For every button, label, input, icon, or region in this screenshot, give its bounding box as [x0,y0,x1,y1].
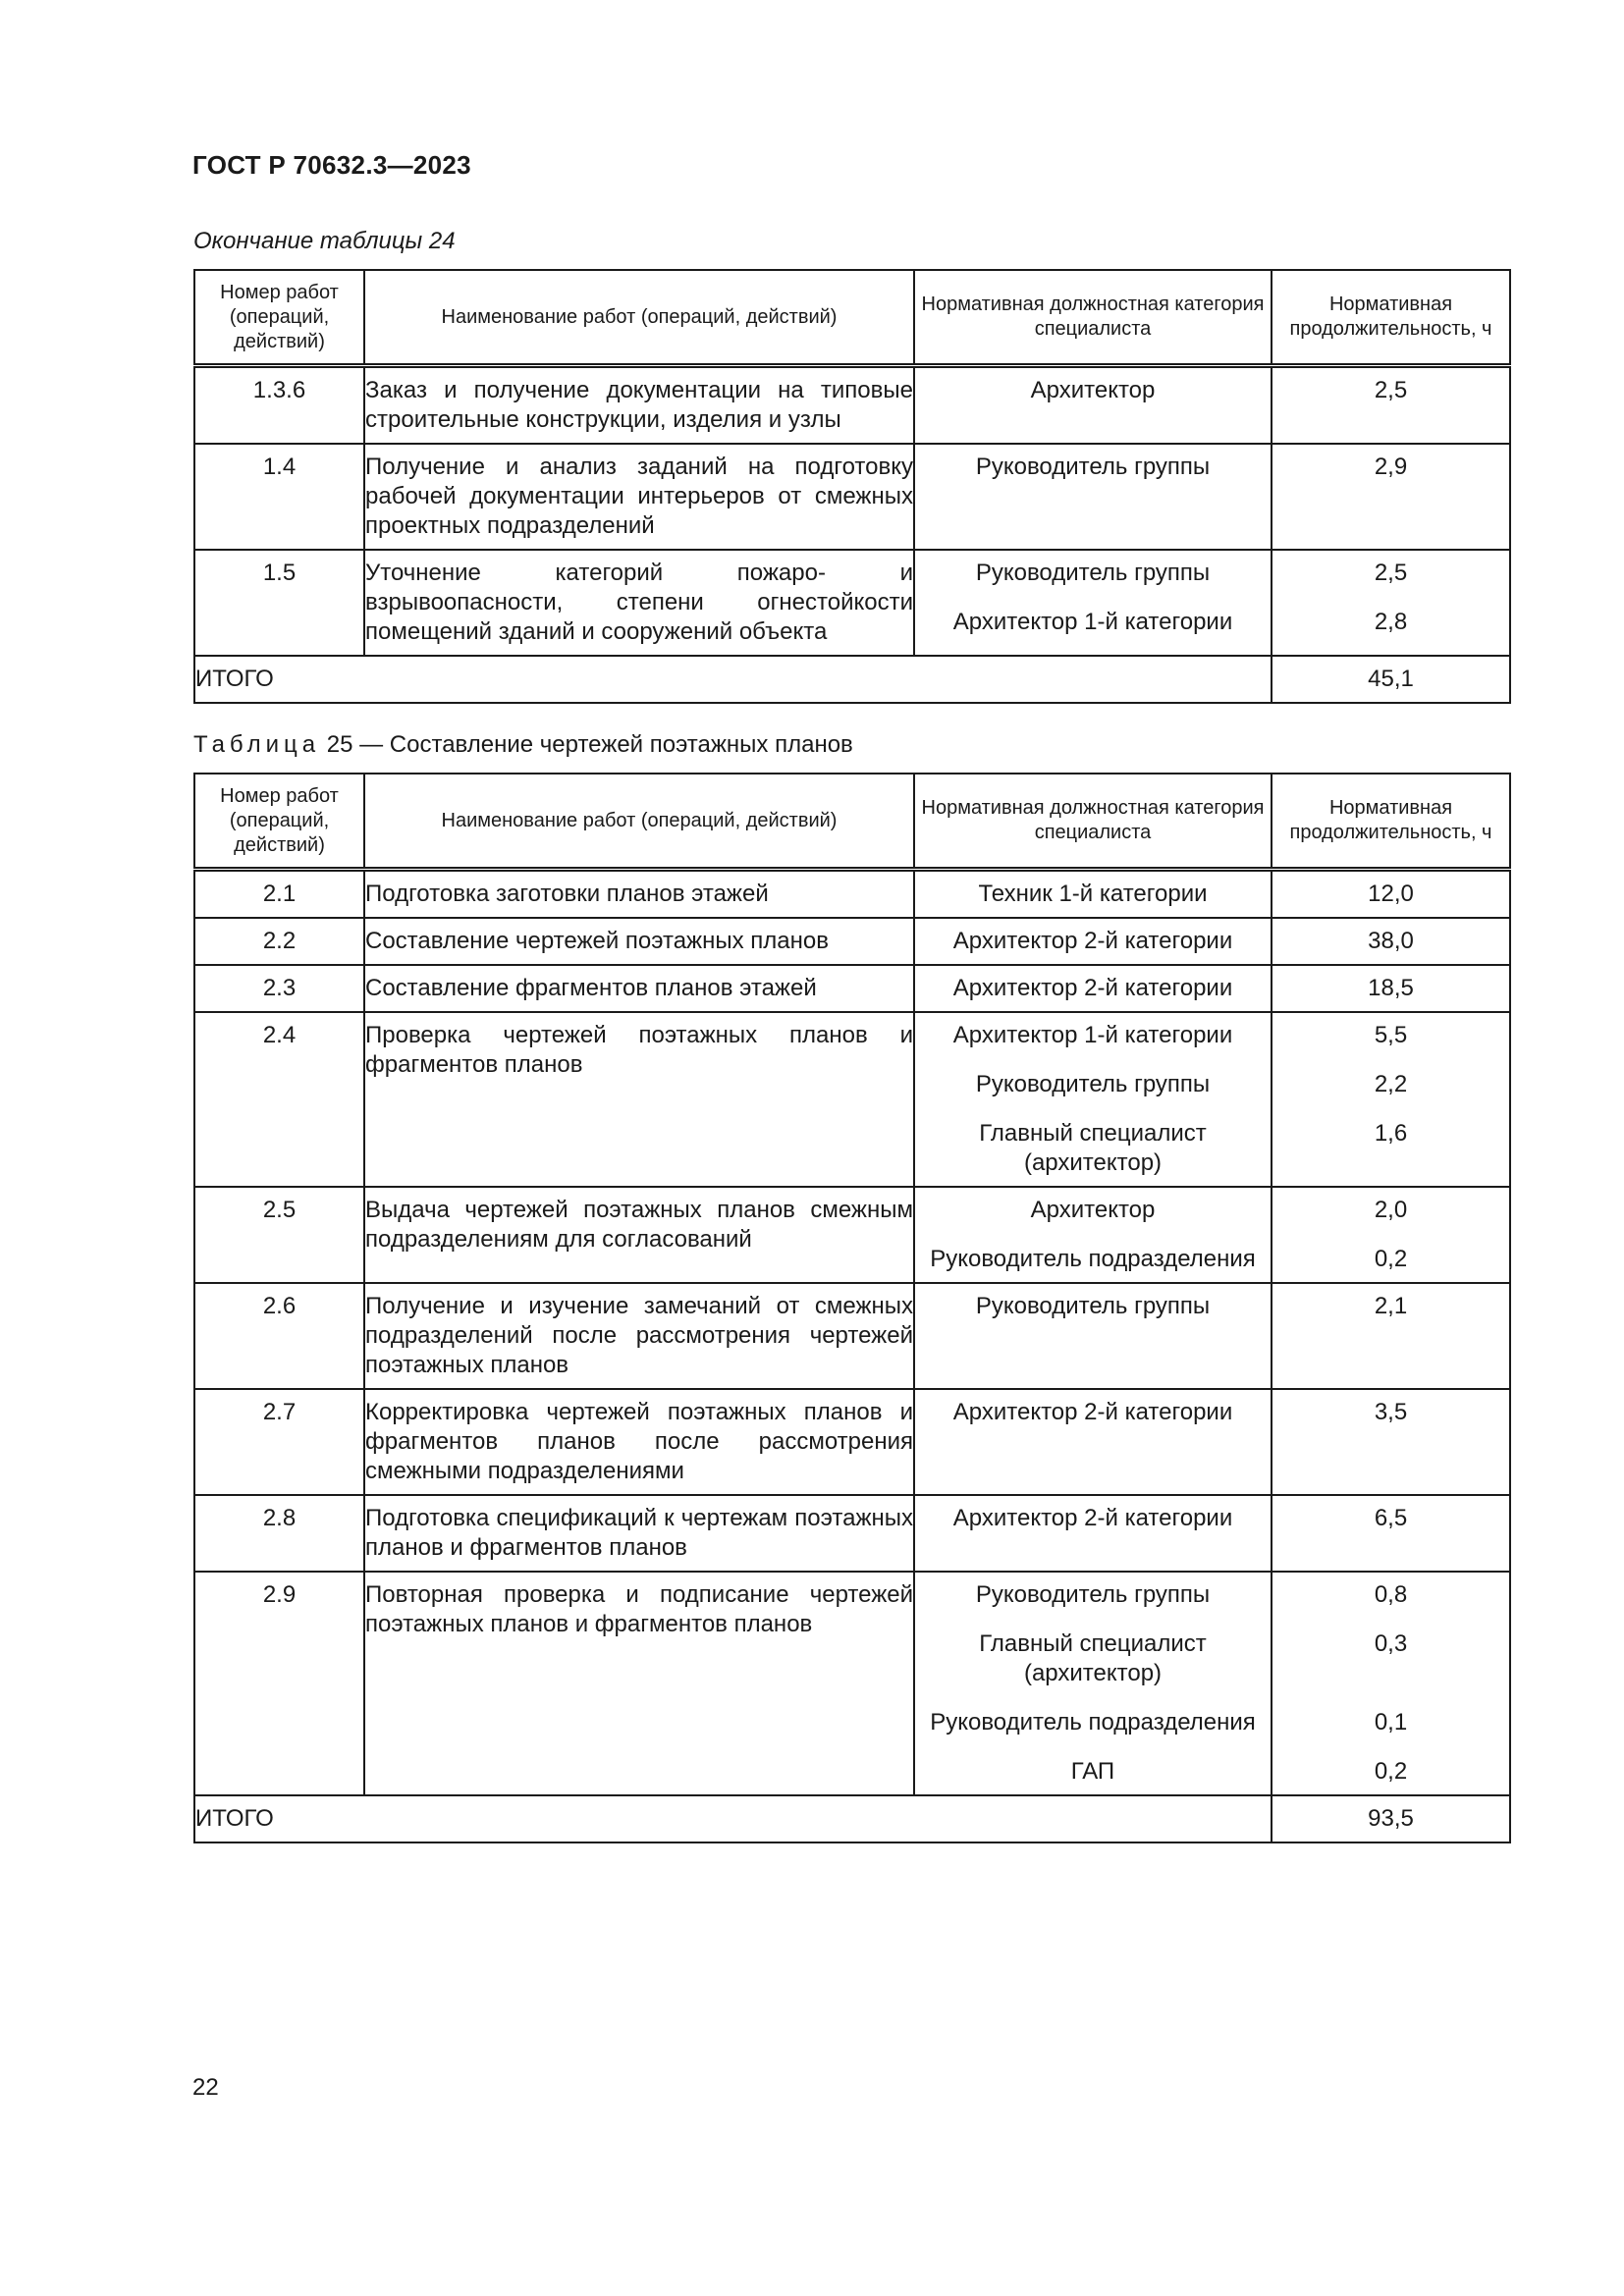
column-header-specialist: Нормативная должностная категория специалиста [914,774,1272,870]
duration-value: 3,5 [1374,1399,1408,1425]
total-label: ИТОГО [194,1795,1272,1842]
table-25-caption-text: 25 — Составление чертежей поэтажных планов [320,731,853,758]
specialist-category: ГАП [1070,1758,1115,1785]
row-number: 2.7 [194,1389,364,1495]
total-row [194,1795,1510,1842]
total-label: ИТОГО [194,656,1272,703]
table-row [194,444,1510,550]
duration-value: 2,5 [1374,377,1408,403]
row-number: 1.5 [194,550,364,656]
table-row [194,870,1510,919]
specialist-category: Руководитель подразделения [930,1246,1256,1272]
row-work-name: Выдача чертежей поэтажных планов смежным подразделениям для согласований [364,1187,914,1283]
specialist-category: Техник 1-й категории [978,881,1208,907]
row-work-name: Получение и изучение замечаний от смежных подразделений после рассмотрения чертежей поэтажных планов [364,1283,914,1389]
row-number: 2.4 [194,1012,364,1187]
row-duration-cell [1272,965,1510,1012]
column-header-duration: Нормативная продолжительность, ч [1272,774,1510,870]
row-number: 1.4 [194,444,364,550]
row-work-name: Корректировка чертежей поэтажных планов и фрагментов планов после рассмотрения смежными подразделениями [364,1389,914,1495]
row-specialist-cell [914,965,1272,1012]
row-work-name: Составление фрагментов планов этажей [364,965,914,1012]
table-header-row [194,774,1510,870]
duration-value: 5,5 [1374,1022,1408,1048]
row-work-name: Составление чертежей поэтажных планов [364,918,914,965]
page-number: 22 [192,2074,219,2101]
duration-value: 12,0 [1368,881,1414,907]
column-header-name: Наименование работ (операций, действий) [364,270,914,366]
row-specialist-cell [914,1389,1272,1495]
table-25-caption-prefix: Таблица [193,731,321,758]
column-header-number: Номер работ (операций, действий) [194,270,364,366]
duration-value: 2,8 [1374,609,1408,635]
duration-value: 0,1 [1374,1709,1408,1735]
table-row [194,366,1510,445]
column-header-number: Номер работ (операций, действий) [194,774,364,870]
specialist-category: Архитектор 2-й категории [952,1505,1233,1531]
table-24-caption: Окончание таблицы 24 [193,228,456,254]
row-duration-cell [1272,1187,1510,1283]
row-work-name: Уточнение категорий пожаро- и взрывоопасности, степени огнестойкости помещений зданий и сооружений объекта [364,550,914,656]
row-specialist-cell [914,1495,1272,1572]
specialist-category: Архитектор 2-й категории [952,1399,1233,1425]
row-duration-cell [1272,1389,1510,1495]
duration-value: 18,5 [1368,975,1414,1001]
table-row [194,1389,1510,1495]
column-header-specialist: Нормативная должностная категория специалиста [914,270,1272,366]
table-24 [193,269,1511,704]
table-row [194,1187,1510,1283]
duration-value: 0,3 [1374,1630,1408,1657]
row-specialist-cell [914,1012,1272,1187]
duration-value: 0,8 [1374,1581,1408,1608]
table-row [194,1283,1510,1389]
table-25 [193,773,1511,1843]
row-duration-cell [1272,1012,1510,1187]
row-number: 2.3 [194,965,364,1012]
row-work-name: Подготовка заготовки планов этажей [364,870,914,919]
row-number: 1.3.6 [194,366,364,445]
row-duration-cell [1272,1572,1510,1795]
row-specialist-cell [914,444,1272,550]
duration-value: 1,6 [1374,1120,1408,1147]
table-row [194,1495,1510,1572]
specialist-category: Руководитель группы [975,1581,1211,1608]
specialist-category: Руководитель группы [975,1071,1211,1097]
table-row [194,1572,1510,1795]
table-row [194,1012,1510,1187]
table-row [194,965,1510,1012]
table-body [194,366,1510,657]
row-specialist-cell [914,1572,1272,1795]
row-work-name: Подготовка спецификаций к чертежам поэтажных планов и фрагментов планов [364,1495,914,1572]
row-number: 2.2 [194,918,364,965]
duration-value: 2,2 [1374,1071,1408,1097]
row-work-name: Проверка чертежей поэтажных планов и фрагментов планов [364,1012,914,1187]
row-number: 2.5 [194,1187,364,1283]
specialist-category: Архитектор 1-й категории [952,609,1233,635]
duration-value: 6,5 [1374,1505,1408,1531]
specialist-category: Архитектор [1030,377,1156,403]
duration-value: 2,9 [1374,454,1408,480]
specialist-category: Архитектор 1-й категории [952,1022,1233,1048]
column-header-name: Наименование работ (операций, действий) [364,774,914,870]
duration-value: 2,0 [1374,1197,1408,1223]
row-duration-cell [1272,870,1510,919]
row-work-name: Заказ и получение документации на типовые строительные конструкции, изделия и узлы [364,366,914,445]
row-number: 2.8 [194,1495,364,1572]
specialist-category: Руководитель подразделения [930,1709,1256,1735]
specialist-category: Архитектор 2-й категории [952,975,1233,1001]
table-row [194,918,1510,965]
table-body [194,870,1510,1796]
document-title: ГОСТ Р 70632.3—2023 [192,150,471,180]
row-duration-cell [1272,918,1510,965]
row-specialist-cell [914,1187,1272,1283]
column-header-duration: Нормативная продолжительность, ч [1272,270,1510,366]
table-row [194,550,1510,656]
table-header-row [194,270,1510,366]
table-25-caption [193,731,853,759]
row-duration-cell [1272,1283,1510,1389]
specialist-category: Главный специалист (архитектор) [979,1120,1207,1176]
row-duration-cell [1272,1495,1510,1572]
duration-value: 0,2 [1374,1758,1408,1785]
specialist-category: Главный специалист (архитектор) [979,1630,1207,1686]
row-specialist-cell [914,550,1272,656]
row-specialist-cell [914,918,1272,965]
total-value: 45,1 [1272,656,1510,703]
row-duration-cell [1272,550,1510,656]
row-number: 2.9 [194,1572,364,1795]
duration-value: 2,5 [1374,560,1408,586]
specialist-category: Руководитель группы [975,560,1211,586]
row-specialist-cell [914,1283,1272,1389]
duration-value: 38,0 [1368,928,1414,954]
total-row [194,656,1510,703]
row-duration-cell [1272,444,1510,550]
specialist-category: Архитектор 2-й категории [952,928,1233,954]
specialist-category: Руководитель группы [975,454,1211,480]
row-number: 2.6 [194,1283,364,1389]
specialist-category: Архитектор [1030,1197,1156,1223]
row-specialist-cell [914,870,1272,919]
row-work-name: Повторная проверка и подписание чертежей поэтажных планов и фрагментов планов [364,1572,914,1795]
duration-value: 2,1 [1374,1293,1408,1319]
row-duration-cell [1272,366,1510,445]
row-work-name: Получение и анализ заданий на подготовку рабочей документации интерьеров от смежных проектных подразделений [364,444,914,550]
duration-value: 0,2 [1374,1246,1408,1272]
row-specialist-cell [914,366,1272,445]
row-number: 2.1 [194,870,364,919]
specialist-category: Руководитель группы [975,1293,1211,1319]
total-value: 93,5 [1272,1795,1510,1842]
